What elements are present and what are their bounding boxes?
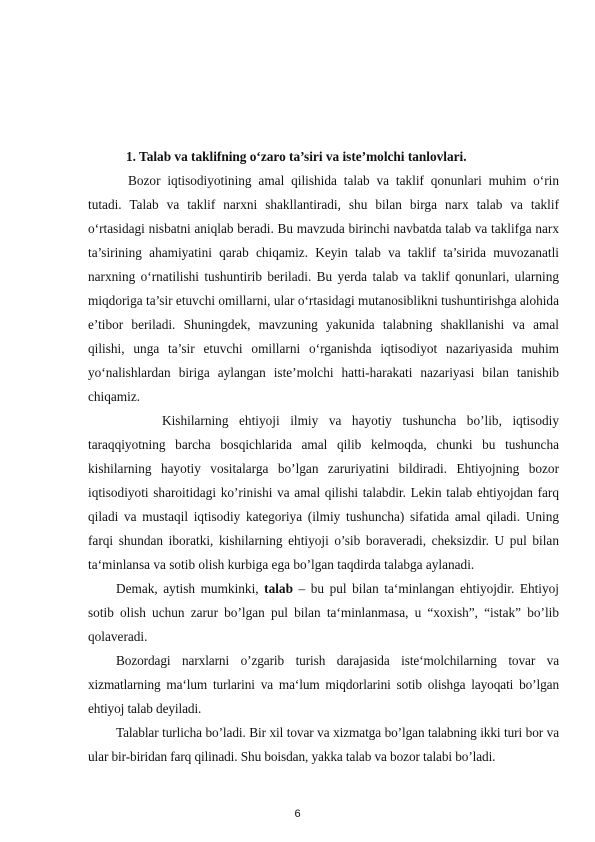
paragraph-demand-types: Talablar turlicha bo’ladi. Bir xil tovar va xizmatga bo’lgan talabning ikki turi bor va ular bir-biridan farq qilinadi. Shu boisdan, yakka talab va bozor talabi bo’ladi. <box>88 725 559 764</box>
document-body <box>88 143 559 769</box>
page-number: 6 <box>294 808 301 820</box>
paragraph-market-economy: Bozor iqtisodiyotining amal qilishida talab va taklif qonunlari muhim o‘rin tutadi. Talab va taklif narxni shakllantiradi, shu bilan birga narx talab va taklif o‘rtasidagi nisbatni aniqlab beradi. Bu mavzuda birinchi navbatda talab va taklifga narx ta’sirining ahamiyatini qarab chiqamiz. Keyin talab va taklif ta’sirida muvozanatli narxning o‘rnatilishi tushuntirib beriladi. Bu yerda talab va taklif qonunlari, ularning miqdoriga ta’sir etuvchi omillarni, ular o‘rtasidagi mutanosiblikni tushuntirishga alohida e’tibor beriladi. Shuningdek, mavzuning yakunida talabning shakllanishi va amal qilishi, unga ta’sir etuvchi omillarni o‘rganishda iqtisodiyot nazariyasida muhim yo‘nalishlardan biriga aylangan iste’molchi hatti-harakati nazariyasi bilan tanishib chiqamiz. <box>88 173 559 404</box>
term-talab: talab <box>264 581 293 596</box>
paragraph-needs: Kishilarning ehtiyoji ilmiy va hayotiy tushuncha bo’lib, iqtisodiy taraqqiyotning barcha bosqichlarida amal qilib kelmoqda, chunki bu tushuncha kishilarning hayotiy vositalarga bo’lgan zaruriyatini bildiradi. Ehtiyojning bozor iqtisodiyoti sharoitidagi ko’rinishi va amal qilishi talabdir. Lekin talab ehtiyojdan farq qiladi va mustaqil iqtisodiy kategoriya (ilmiy tushuncha) sifatida amal qiladi. Uning farqi shundan iboratki, kishilarning ehtiyoji o’sib boraveradi, cheksizdir. U pul bilan ta‘minlansa va sotib olish kurbiga ega bo’lgan taqdirda talabga aylanadi. <box>88 413 559 572</box>
paragraph-demand-definition <box>88 577 559 649</box>
paragraph-demand-after: – bu pul bilan ta‘minlangan ehtiyojdir. Ehtiyoj sotib olish uchun zarur bo’lgan pul bilan ta‘minlanmasa, u “xoxish”, “istak” bo’lib qolaveradi. <box>88 581 559 644</box>
paragraph-demand-market: Bozordagi narxlarni o’zgarib turish darajasida iste‘molchilarning tovar va xizmatlarning ma‘lum turlarini va ma‘lum miqdorlarini sotib olishga layoqati bo’lgan ehtiyoj talab deyiladi. <box>88 653 559 716</box>
paragraph-demand-before: Demak, aytish mumkinki, <box>116 581 259 596</box>
section-heading: 1. Talab va taklifning o‘zaro ta’siri va iste’molchi tanlovlari. <box>126 149 467 164</box>
